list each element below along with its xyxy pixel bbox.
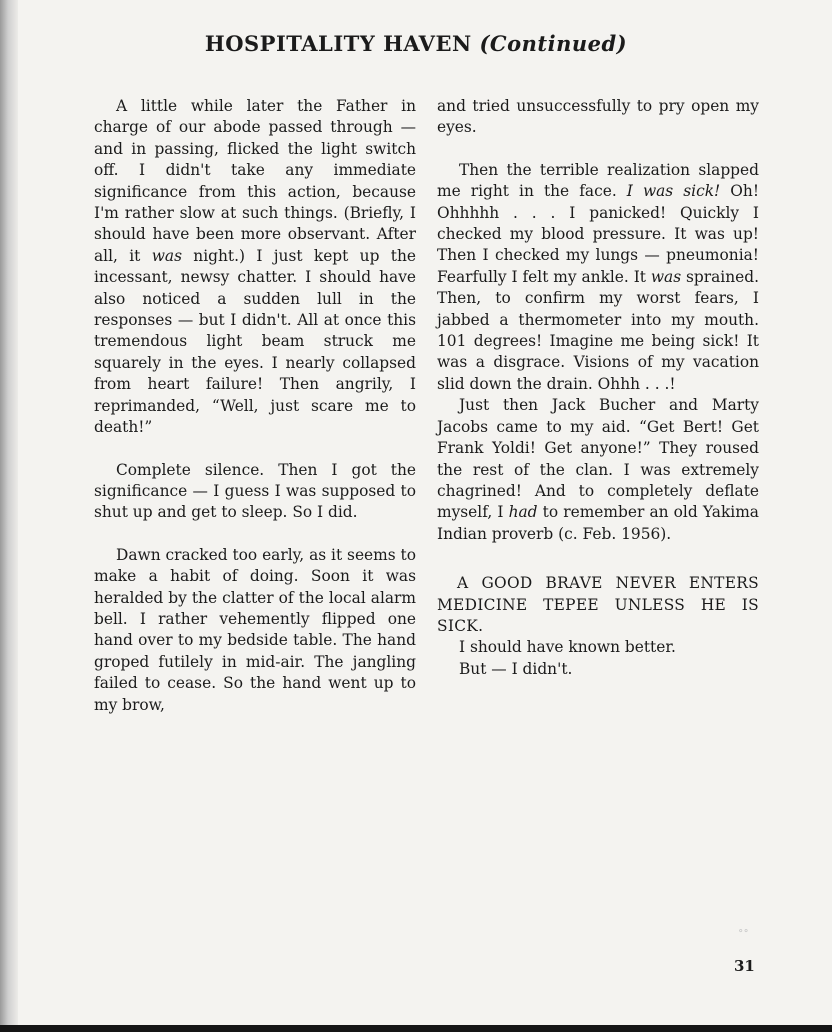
paragraph-text: to remember an old Yakima Indian proverb (c. Feb. 1956). bbox=[437, 503, 759, 543]
title-continued: (Continued) bbox=[479, 31, 628, 56]
paragraph: and tried unsuccessfully to pry open my eyes. bbox=[437, 97, 759, 137]
faded-mark: ∘∘ bbox=[738, 924, 749, 937]
page-binding-shadow bbox=[0, 0, 18, 1032]
paragraph bbox=[94, 96, 416, 439]
paragraph-text: sprained. Then, to confirm my worst fears, I jabbed a thermometer into my mouth. 101 degrees! Imagine me being sick! It was a disgrace. Visions of my vacation slid down the drain. Ohhh . . .! bbox=[437, 267, 759, 393]
page-number: 31 bbox=[734, 957, 755, 975]
paragraph bbox=[437, 160, 759, 395]
paragraph-text: Just then Jack Bucher and Marty Jacobs came to my aid. “Get Bert! Get Frank Yoldi! Get anyone!” They roused the rest of the clan. I was extremely chagrined! And to completely deflate myself, I bbox=[437, 396, 759, 522]
bottom-rule bbox=[0, 1025, 832, 1032]
emphasis-text: was bbox=[650, 267, 682, 286]
paragraph-text: night.) I just kept up the incessant, newsy chatter. I should have also noticed a sudden lull in the responses — but I didn't. All at once this tremendous light beam struck me squarely in the eyes. I nearly collapsed from heart failure! Then angrily, I reprimanded, “Well, just scare me to death!” bbox=[94, 246, 416, 437]
paragraph: Complete silence. Then I got the significance — I guess I was supposed to shut up and get to sleep. So I did. bbox=[94, 460, 416, 522]
paragraph-text: Then the terrible realization slapped me right in the face. bbox=[437, 160, 759, 201]
emphasis-text: I was sick! bbox=[626, 182, 721, 201]
paragraph-text: A little while later the Father in charge of our abode passed through — and in passing, flicked the light switch off. I didn't take any immediate significance from this action, because I'm rather slow at such things. (Briefly, I should have been more observant. After all, it bbox=[94, 97, 416, 265]
paragraph-text: Oh! Ohhhhh . . . I panicked! Quickly I checked my blood pressure. It was up! Then I checked my lungs — pneumonia! Fearfully I felt my ankle. It bbox=[437, 182, 759, 286]
paragraph bbox=[437, 395, 759, 545]
page-title bbox=[0, 31, 832, 57]
proverb: A GOOD BRAVE NEVER ENTERS MEDICINE TEPEE UNLESS HE IS SICK. bbox=[437, 574, 759, 635]
left-column bbox=[94, 96, 416, 716]
right-column bbox=[437, 96, 759, 680]
closing-line: But — I didn't. bbox=[459, 659, 573, 678]
paragraph: Dawn cracked too early, as it seems to make a habit of doing. Soon it was heralded by the clatter of the local alarm bell. I rather vehemently flipped one hand over to my bedside table. The hand groped futilely in mid-air. The jangling failed to cease. So the hand went up to my brow, bbox=[94, 545, 416, 714]
closing-line: I should have known better. bbox=[459, 638, 676, 657]
title-text: HOSPITALITY HAVEN bbox=[204, 31, 472, 56]
emphasis-text: had bbox=[508, 503, 538, 522]
emphasis-text: was bbox=[151, 246, 182, 265]
